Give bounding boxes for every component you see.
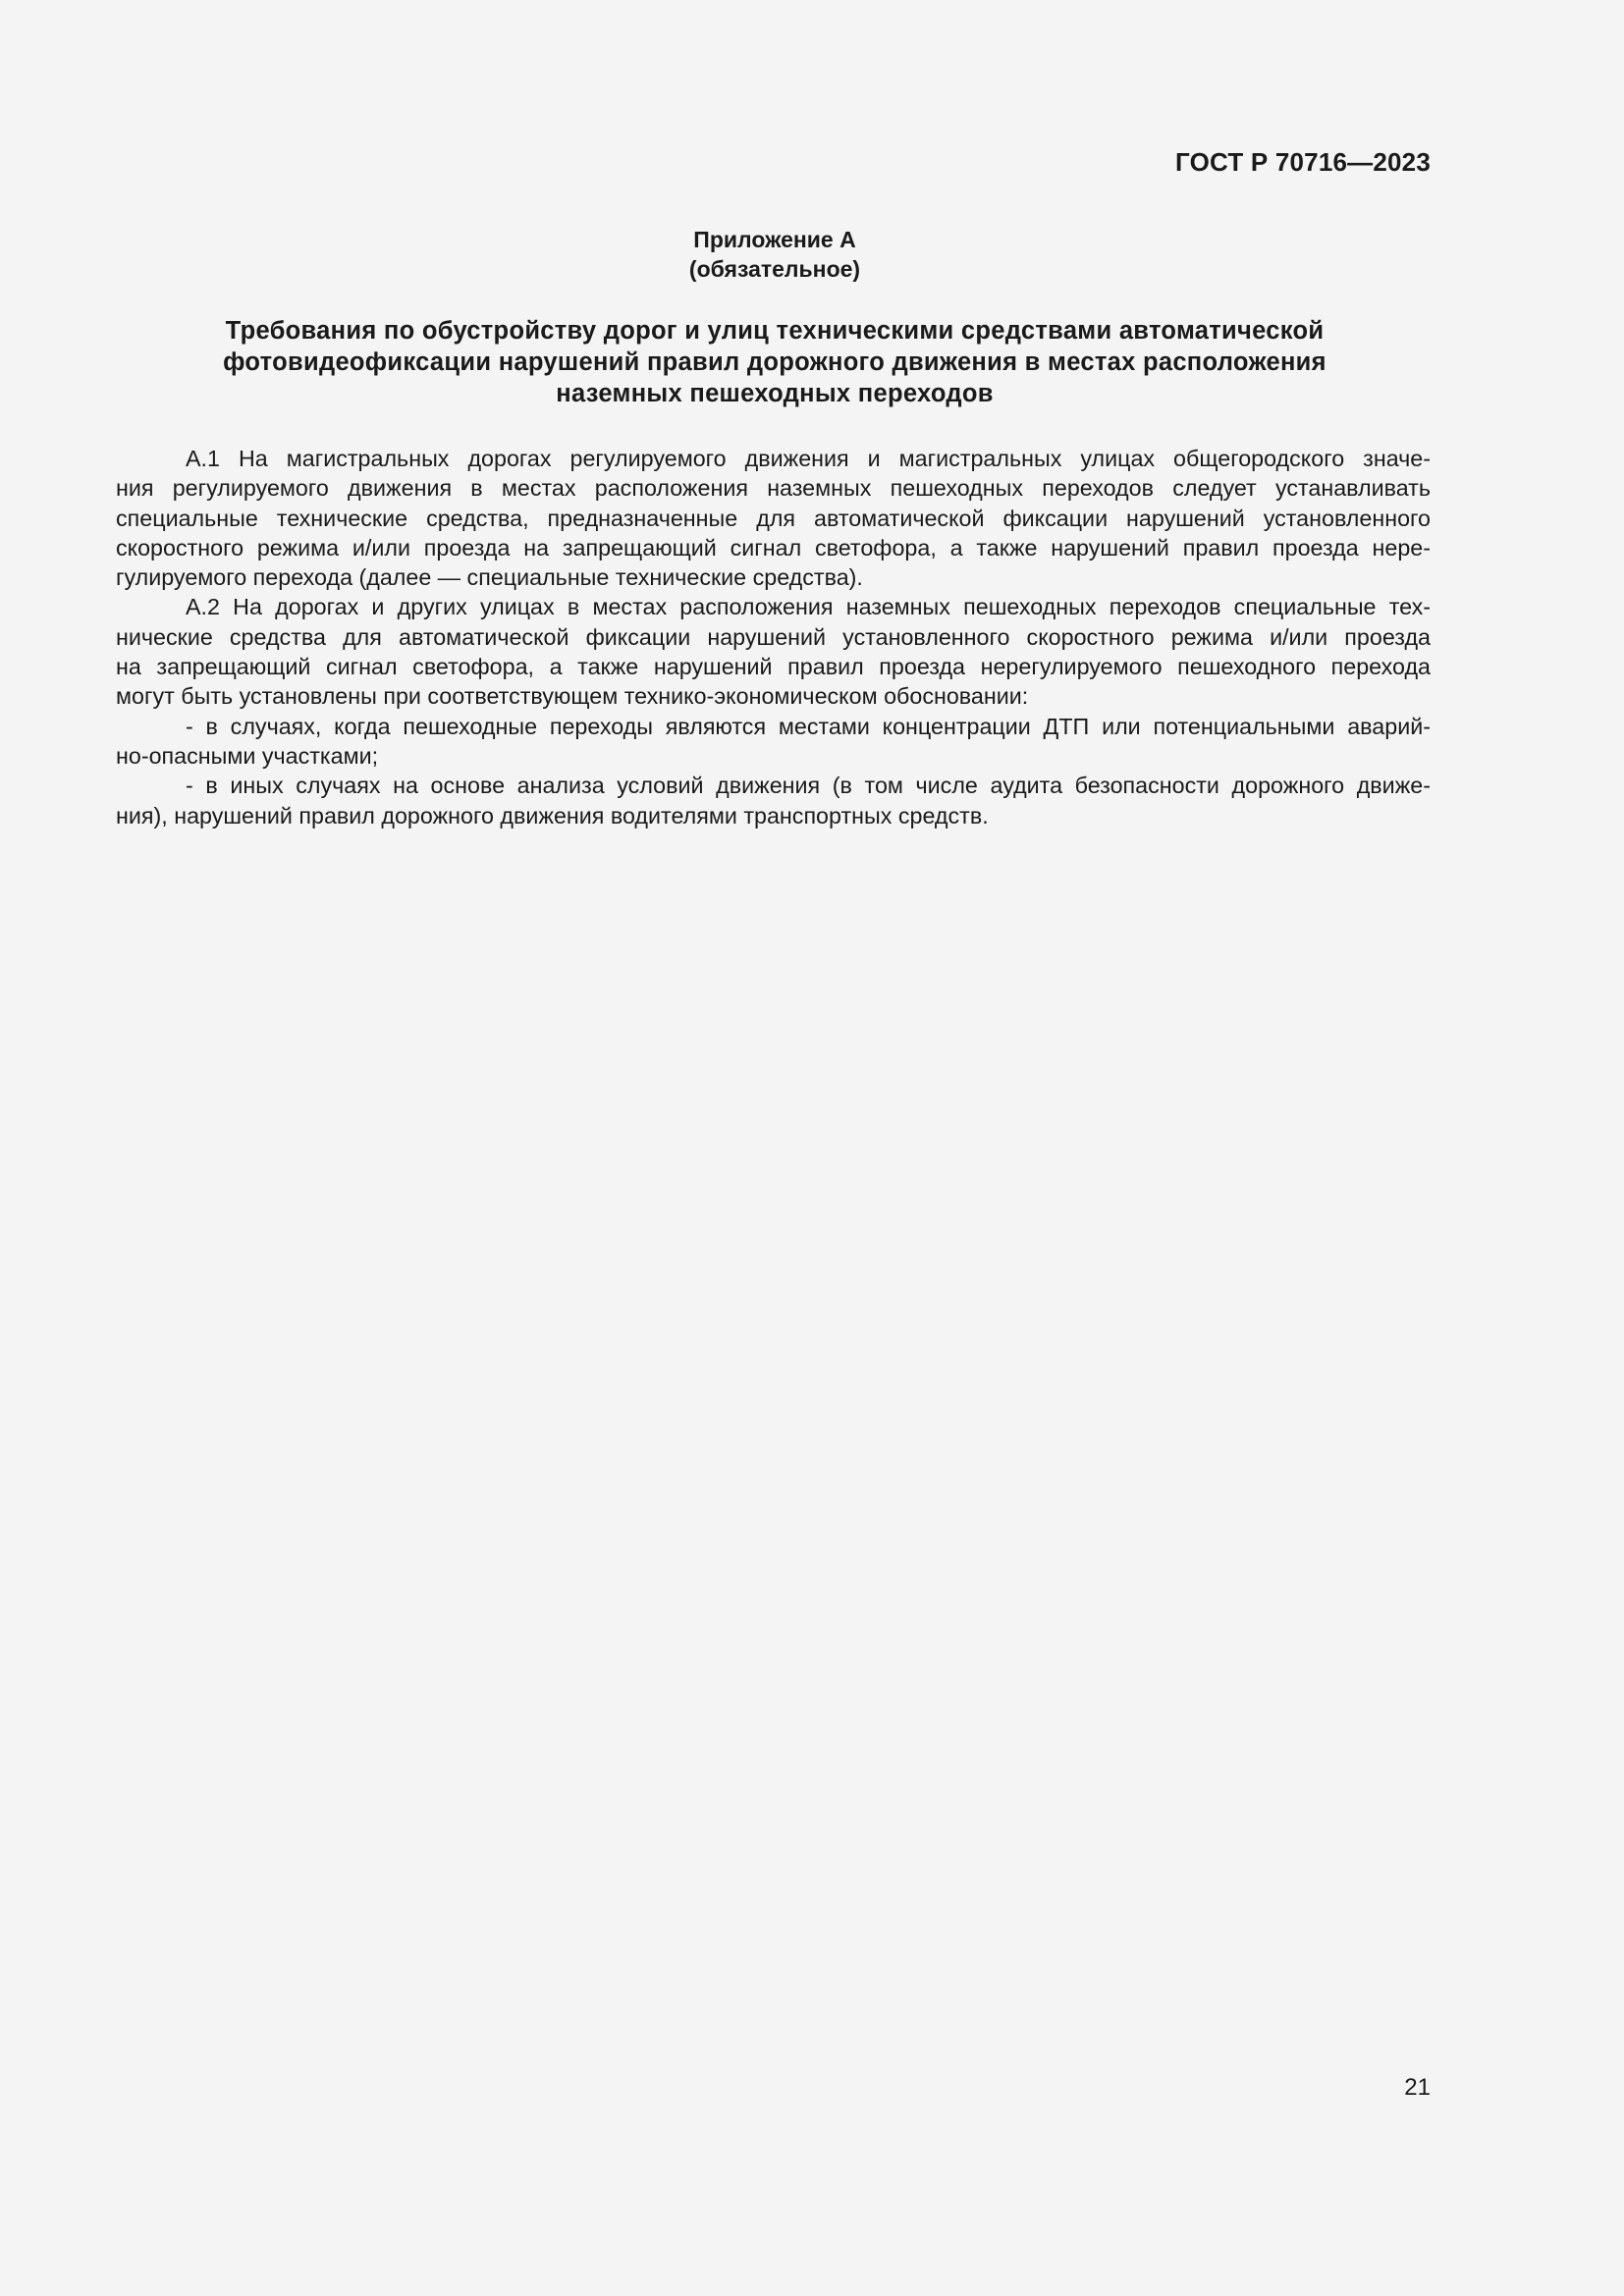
text-line: А.2 На дорогах и других улицах в местах расположения наземных пешеходных переходов специальные тех- [186,594,1431,620]
page-number: 21 [1404,2074,1431,2101]
paragraph-a2 [116,592,1431,711]
title-line: наземных пешеходных переходов [556,380,994,407]
text-line: А.1 На магистральных дорогах регулируемого движения и магистральных улицах общегородского значе- [186,446,1431,471]
text-line: гулируемого перехода (далее — специальные технические средства). [116,564,863,591]
list-item [116,712,1431,772]
title-line: фотовидеофиксации нарушений правил дорожного движения в местах расположения [223,348,1326,376]
text-line: - в иных случаях на основе анализа условий движения (в том числе аудита безопасности дорожного движе- [186,773,1431,799]
text-line: - в случаях, когда пешеходные переходы являются местами концентрации ДТП или потенциальными аварий- [186,713,1431,739]
list-item [116,771,1431,830]
body-text [116,444,1431,830]
appendix-status: (обязательное) [688,256,861,282]
text-line: специальные технические средства, предназначенные для автоматической фиксации нарушений установленного [116,505,1431,531]
appendix-label: Приложение А [693,227,856,252]
text-line: скоростного режима и/или проезда на запрещающий сигнал светофора, а также нарушений правил проезда нере- [116,534,1431,561]
text-line: нические средства для автоматической фиксации нарушений установленного скоростного режима и/или проезда [116,623,1431,650]
document-code-header: ГОСТ Р 70716—2023 [1175,147,1431,177]
text-line: но-опасными участками; [116,742,379,769]
text-line: ния), нарушений правил дорожного движения водителями транспортных средств. [116,802,989,828]
text-line: на запрещающий сигнал светофора, а также нарушений правил проезда нерегулируемого пешеходного перехода [116,654,1431,680]
appendix-heading [0,225,1549,284]
text-line: ния регулируемого движения в местах расположения наземных пешеходных переходов следует устанавливать [116,475,1431,502]
paragraph-a1 [116,444,1431,592]
appendix-title [167,315,1382,409]
text-line: могут быть установлены при соответствующем технико-экономическом обосновании: [116,683,1029,710]
title-line: Требования по обустройству дорог и улиц техническими средствами автоматической [225,317,1325,345]
